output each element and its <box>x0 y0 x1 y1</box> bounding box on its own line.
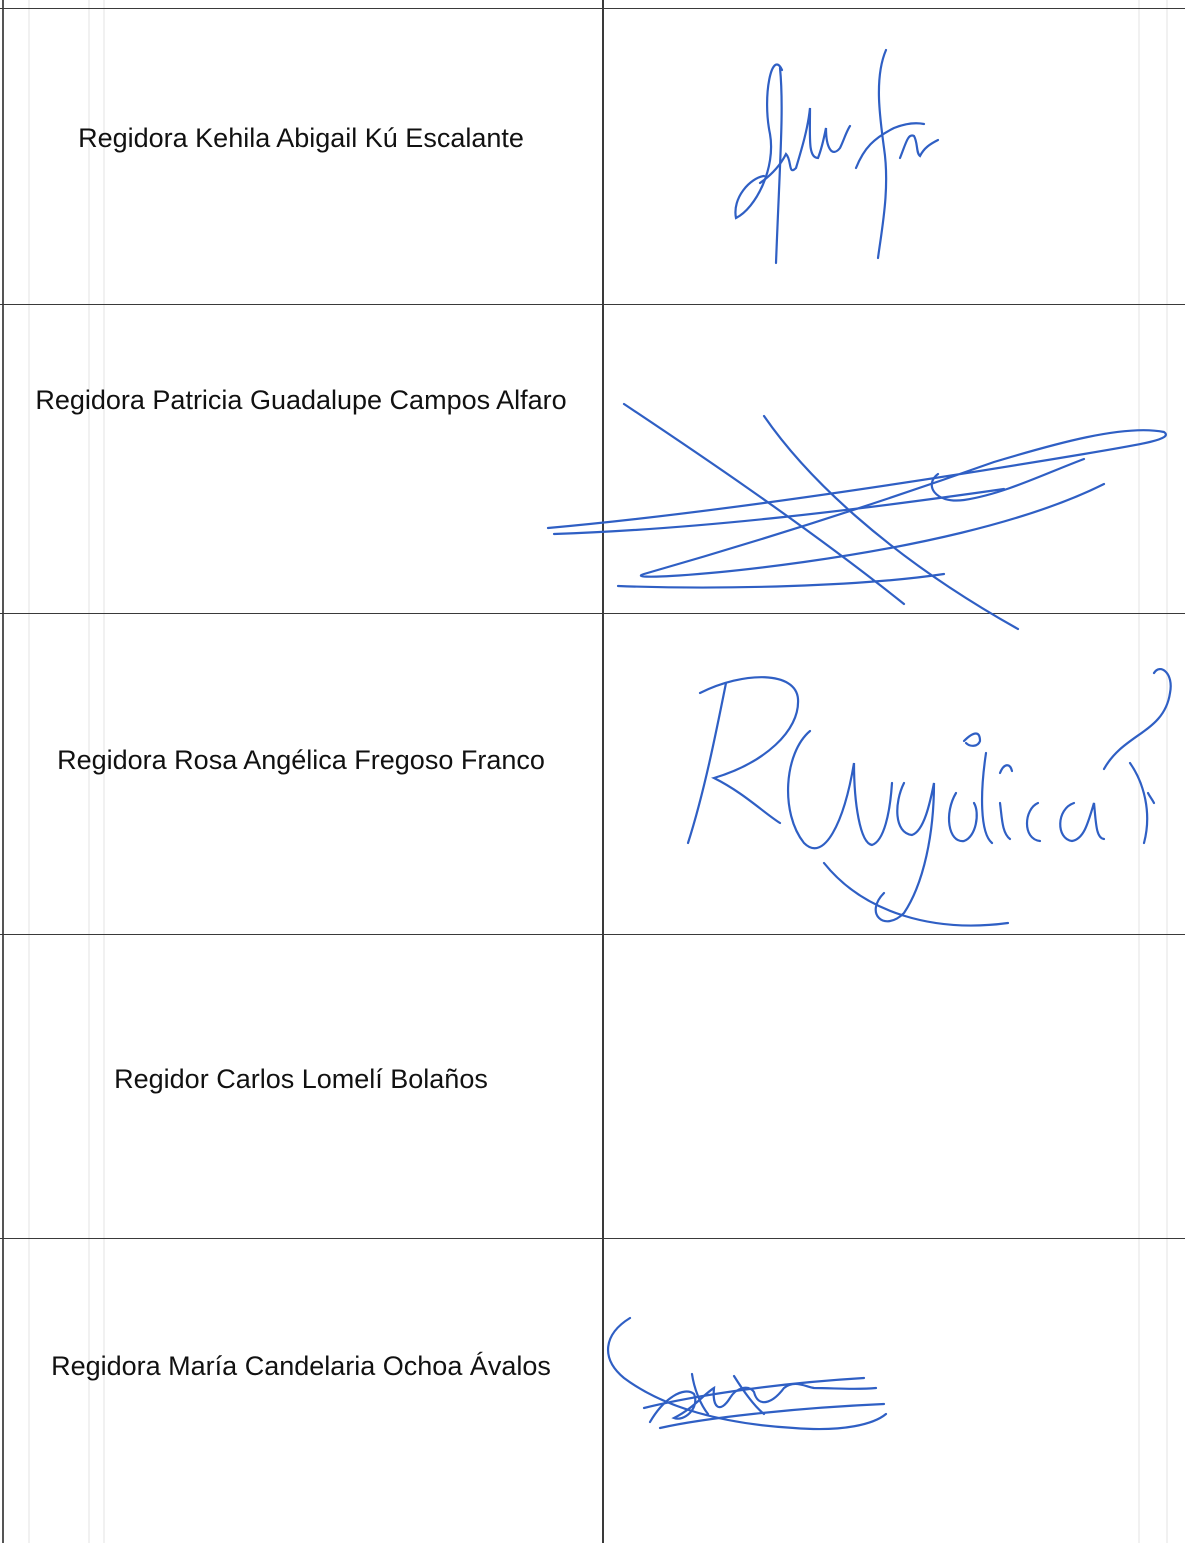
table-row <box>0 122 602 155</box>
council-member-name: Regidora María Candelaria Ochoa Ávalos <box>51 1351 551 1381</box>
table-row <box>0 1350 602 1383</box>
table-row <box>0 744 602 777</box>
council-member-name: Regidora Rosa Angélica Fregoso Franco <box>57 745 545 775</box>
table-row <box>0 384 602 417</box>
signature-rosa-angelica <box>604 613 1185 943</box>
signature-maria-candelaria <box>604 1238 1185 1543</box>
signature-cell <box>604 1238 1185 1543</box>
signature-cell <box>604 613 1185 934</box>
council-member-name: Regidora Kehila Abigail Kú Escalante <box>78 123 524 153</box>
signature-kehila <box>604 8 1185 304</box>
council-member-name: Regidor Carlos Lomelí Bolaños <box>114 1064 488 1094</box>
table-row <box>0 1063 602 1096</box>
council-member-name: Regidora Patricia Guadalupe Campos Alfaro <box>35 385 567 415</box>
signature-cell <box>604 8 1185 304</box>
signature-cell-empty <box>604 934 1185 1238</box>
signature-cell <box>604 304 1185 613</box>
signature-patricia <box>604 304 1185 634</box>
